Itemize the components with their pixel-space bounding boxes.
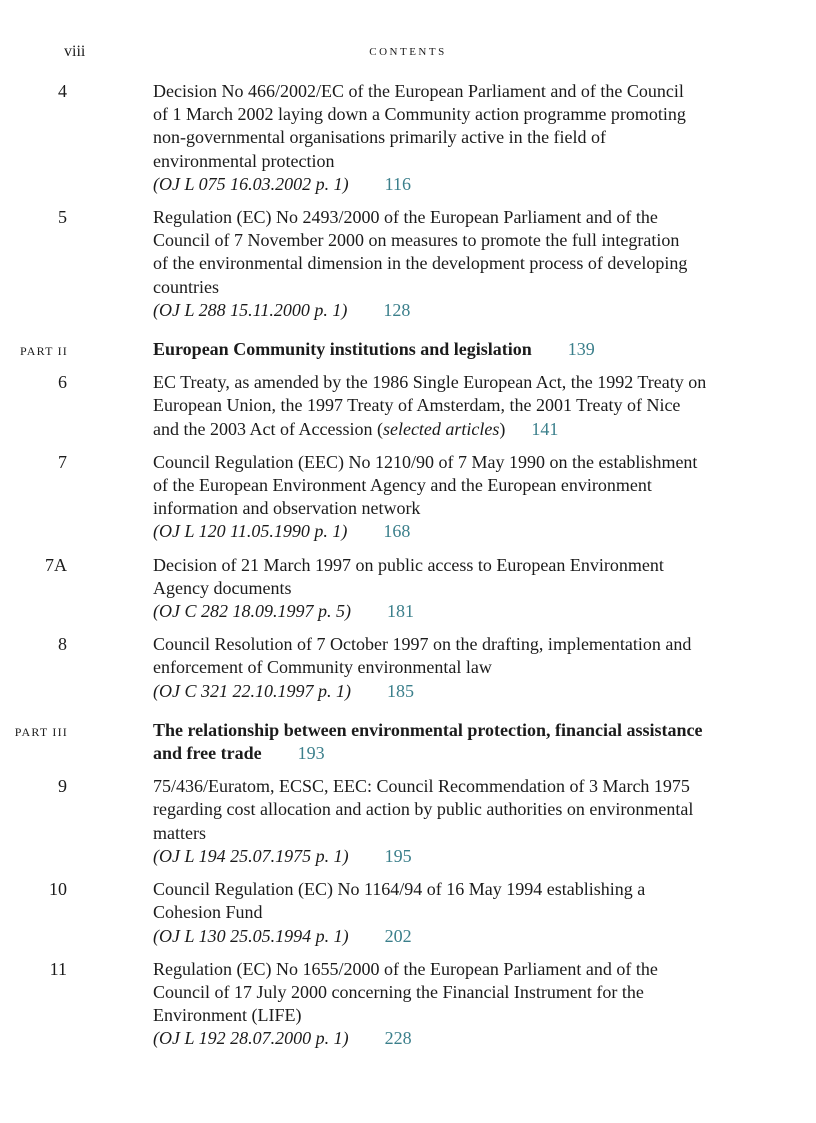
entry-number: 7A [45, 554, 67, 575]
page-number-link[interactable]: 202 [384, 925, 412, 946]
entry-line: non-governmental organisations primarily active in the field of [153, 127, 607, 148]
entry-number: 8 [58, 634, 67, 655]
entry-number: 5 [58, 207, 67, 228]
entry-line: information and observation network [153, 498, 421, 519]
toc-entry [0, 371, 753, 441]
oj-reference: (OJ L 288 15.11.2000 p. 1) [153, 299, 348, 320]
toc-entry [0, 554, 753, 624]
toc-entry [0, 451, 753, 544]
part-title: European Community institutions and legislation [153, 339, 532, 360]
entry-line: enforcement of Community environmental law [153, 657, 492, 678]
part-title: The relationship between environmental protection, financial assistance [153, 719, 703, 740]
entry-line: of 1 March 2002 laying down a Community action programme promoting [153, 104, 686, 125]
entry-line: Decision of 21 March 1997 on public access to European Environment [153, 554, 664, 575]
entry-line: Decision No 466/2002/EC of the European Parliament and of the Council [153, 81, 684, 101]
page-number-link[interactable]: 116 [384, 173, 412, 194]
page-number-link[interactable]: 193 [297, 743, 325, 764]
toc-entry [0, 878, 753, 948]
entry-line: ) [499, 418, 506, 439]
entry-line: of the environmental dimension in the development process of developing [153, 253, 688, 274]
page-number-link[interactable]: 181 [386, 601, 414, 622]
oj-reference: (OJ L 120 11.05.1990 p. 1) [153, 521, 348, 542]
entry-line: Regulation (EC) No 2493/2000 of the European Parliament and of the [153, 207, 658, 228]
toc-entry [0, 958, 753, 1051]
part-label: PART III [14, 724, 68, 739]
folio: viii [64, 43, 86, 60]
page-number-link[interactable]: 195 [384, 845, 412, 866]
entry-italic-text: selected articles [382, 418, 500, 439]
page-number-link[interactable]: 228 [384, 1028, 412, 1049]
entry-line: Council of 7 November 2000 on measures to promote the full integration [153, 230, 680, 251]
entry-line: 75/436/Euratom, ECSC, EEC: Council Recommendation of 3 March 1975 [153, 776, 690, 797]
page-number-link[interactable]: 185 [386, 680, 414, 701]
entry-line: Council Regulation (EEC) No 1210/90 of 7 May 1990 on the establishment [153, 451, 698, 472]
entry-line: countries [153, 276, 219, 297]
oj-reference: (OJ C 282 18.09.1997 p. 5) [153, 601, 351, 622]
entry-number: 11 [49, 958, 67, 979]
oj-reference: (OJ L 130 25.05.1994 p. 1) [153, 925, 349, 946]
entry-number: 6 [58, 372, 67, 393]
entry-line: regarding cost allocation and action by public authorities on environmental [153, 799, 694, 820]
entry-number: 4 [58, 81, 67, 101]
page-number-link[interactable]: 141 [531, 418, 559, 439]
part-label: PART II [19, 344, 68, 359]
entry-line: of the European Environment Agency and the European environment [153, 475, 652, 496]
oj-reference: (OJ L 075 16.03.2002 p. 1) [153, 173, 349, 194]
oj-reference: (OJ L 194 25.07.1975 p. 1) [153, 845, 349, 866]
entry-line: Regulation (EC) No 1655/2000 of the European Parliament and of the [153, 958, 658, 979]
entry-line: Agency documents [153, 577, 292, 598]
entry-line: Council Regulation (EC) No 1164/94 of 16 May 1994 establishing a [153, 879, 646, 900]
entry-line: Environment (LIFE) [153, 1005, 302, 1026]
part-heading [0, 338, 753, 361]
oj-reference: (OJ C 321 22.10.1997 p. 1) [153, 680, 351, 701]
entry-line: and the 2003 Act of Accession ( [153, 418, 383, 439]
toc-entry [0, 206, 753, 322]
page-number-link[interactable]: 168 [383, 521, 411, 542]
entry-line: European Union, the 1997 Treaty of Amsterdam, the 2001 Treaty of Nice [153, 395, 681, 416]
running-head: CONTENTS [369, 46, 447, 58]
part-title: and free trade [153, 743, 262, 764]
toc-entry [0, 633, 753, 703]
entry-number: 9 [58, 776, 67, 797]
entry-line: Cohesion Fund [153, 902, 263, 923]
entry-number: 10 [49, 879, 67, 900]
entry-number: 7 [58, 451, 67, 472]
toc-entry [0, 80, 753, 196]
page-number-link[interactable]: 128 [383, 299, 411, 320]
page-number-link[interactable]: 139 [567, 339, 595, 360]
toc-entry [0, 775, 753, 868]
oj-reference: (OJ L 192 28.07.2000 p. 1) [153, 1028, 349, 1049]
entry-line: matters [153, 822, 206, 843]
entry-line: environmental protection [153, 150, 335, 171]
part-heading [0, 719, 753, 765]
entry-line: Council Resolution of 7 October 1997 on the drafting, implementation and [153, 634, 692, 655]
contents-list [0, 80, 816, 1051]
entry-line: EC Treaty, as amended by the 1986 Single European Act, the 1992 Treaty on [153, 372, 707, 393]
entry-line: Council of 17 July 2000 concerning the Financial Instrument for the [153, 981, 644, 1002]
